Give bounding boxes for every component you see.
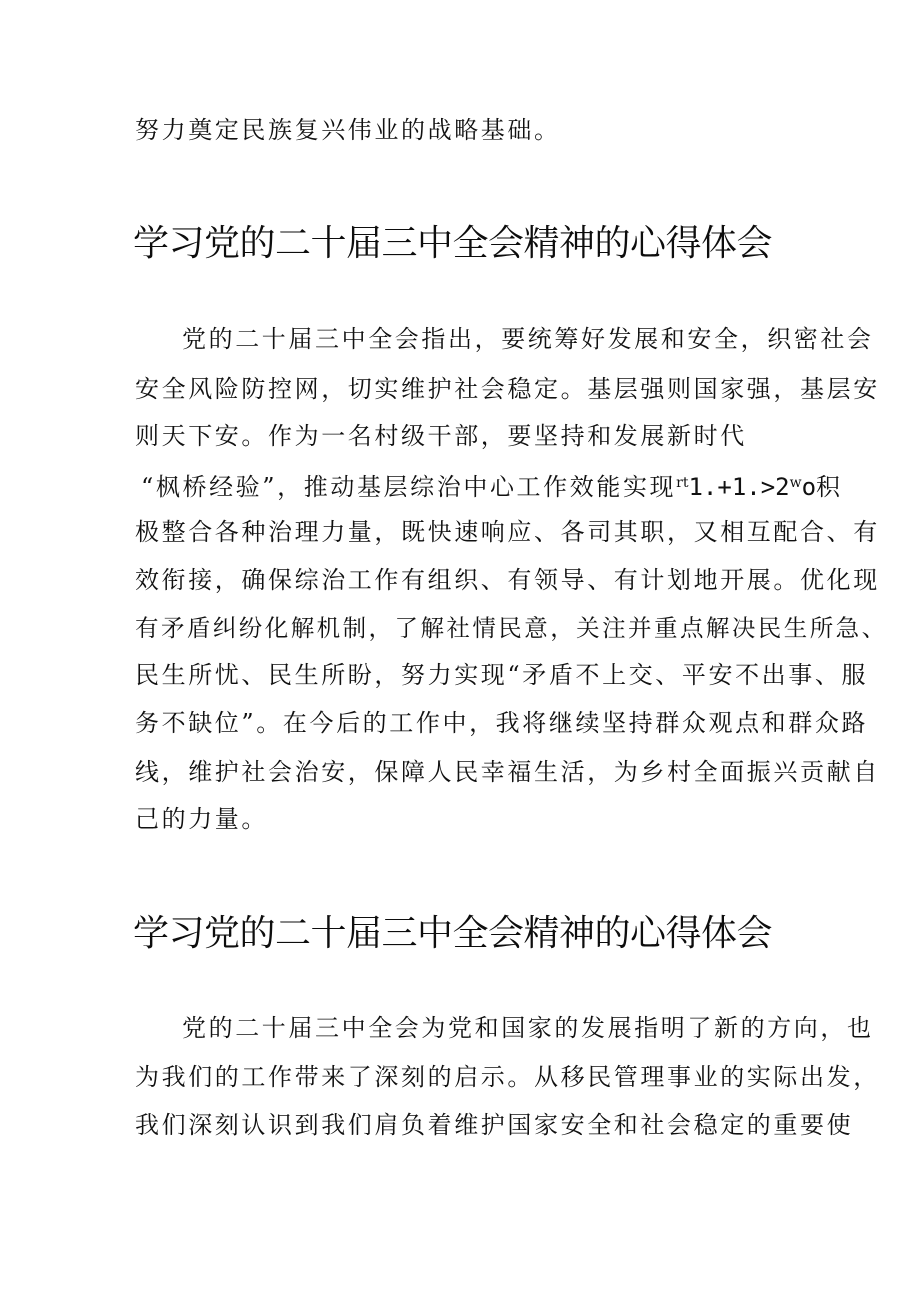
intro-closing-line: 努力奠定民族复兴伟业的战略基础。 [135,116,561,144]
section-1-line-2: 安全风险防控网，切实维护社会稳定。基层强则国家强，基层安 [135,375,880,403]
section-1-line-7: 有矛盾纠纷化解机制，了解社情民意，关注并重点解决民生所急、 [135,614,888,642]
section-2-title: 学习党的二十届三中全会精神的心得体会 [133,913,773,954]
section-1-line-1: 党的二十届三中全会指出，要统筹好发展和安全，织密社会 [182,325,874,353]
section-2-line-2: 为我们的工作带来了深刻的启示。从移民管理事业的实际出发， [135,1063,880,1091]
section-1-line-6: 效衔接，确保综治工作有组织、有领导、有计划地开展。优化现 [135,566,880,594]
section-1-line-8: 民生所忧、民生所盼，努力实现“矛盾不上交、平安不出事、服 [135,661,869,689]
section-1-line-3: 则天下安。作为一名村级干部，要坚持和发展新时代 [135,422,747,450]
section-1-line-4-text: “枫桥经验”，推动基层综治中心工作效能实现 [141,473,677,501]
garbled-superscript-w: w [789,475,802,491]
garbled-formula: 1.+1.>2 [688,473,790,501]
section-2-line-3: 我们深刻认识到我们肩负着维护国家安全和社会稳定的重要使 [135,1111,854,1139]
garbled-superscript-rt: rt [676,475,689,491]
garbled-tail: o积 [801,473,841,501]
section-1-line-11: 己的力量。 [135,805,268,833]
section-1-line-4 [141,468,840,502]
section-1-title: 学习党的二十届三中全会精神的心得体会 [133,223,773,264]
section-1-line-10: 线，维护社会治安，保障人民幸福生活，为乡村全面振兴贡献自 [135,758,880,786]
section-1-line-9: 务不缺位”。在今后的工作中，我将继续坚持群众观点和群众路 [135,709,869,737]
section-1-line-5: 极整合各种治理力量，既快速响应、各司其职，又相互配合、有 [135,518,880,546]
section-2-line-1: 党的二十届三中全会为党和国家的发展指明了新的方向，也 [182,1014,874,1042]
